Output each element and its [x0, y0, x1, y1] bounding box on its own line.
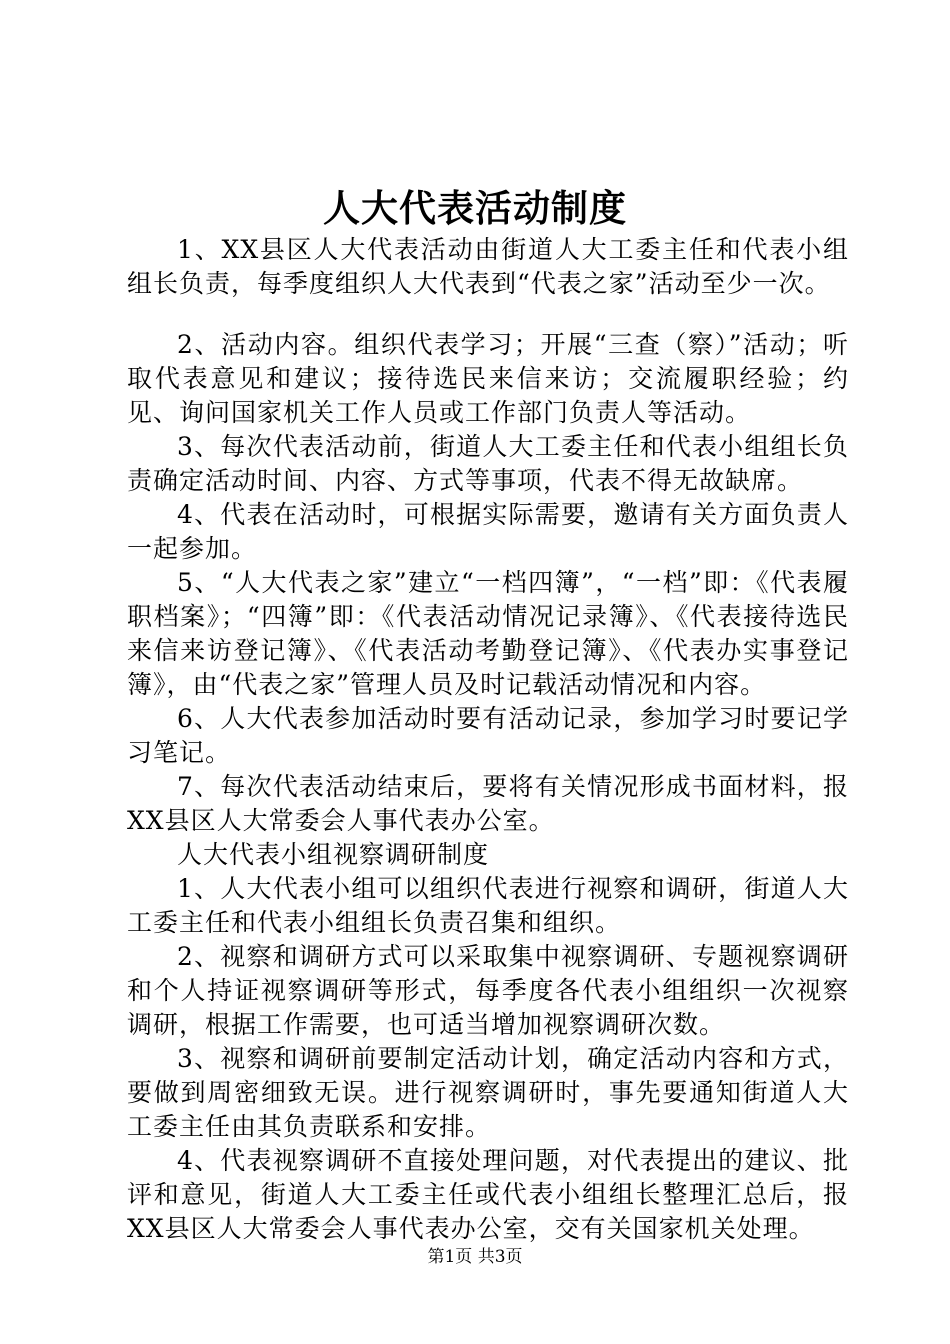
paragraph-9: 2、视察和调研方式可以采取集中视察调研、专题视察调研和个人持证视察调研等形式，每季度各代表小组组织一次视察调研，根据工作需要，也可适当增加视察调研次数。: [127, 942, 849, 1039]
paragraph-1: 1、XX县区人大代表活动由街道人大工委主任和代表小组组长负责，每季度组织人大代表到“代表之家”活动至少一次。: [127, 235, 849, 298]
section-heading: 人大代表小组视察调研制度: [177, 840, 490, 869]
paragraph-5: 5、“人大代表之家”建立“一档四簿”，“一档”即：《代表履职档案》；“四簿”即：《代表活动情况记录簿》、《代表接待选民来信来访登记簿》、《代表活动考勤登记簿》、《代表办实事登记簿》，由“代表之家”管理人员及时记载活动情况和内容。: [127, 568, 849, 699]
page-number-footer: 第1页 共3页: [427, 1247, 523, 1267]
paragraph-7: 7、每次代表活动结束后，要将有关情况形成书面材料，报XX县区人大常委会人事代表办公室。: [127, 772, 849, 835]
paragraph-3: 3、每次代表活动前，街道人大工委主任和代表小组组长负责确定活动时间、内容、方式等事项，代表不得无故缺席。: [127, 432, 849, 495]
paragraph-10: 3、视察和调研前要制定活动计划，确定活动内容和方式，要做到周密细致无误。进行视察调研时，事先要通知街道人大工委主任由其负责联系和安排。: [127, 1044, 849, 1141]
document-body: [127, 233, 849, 1246]
paragraph-4: 4、代表在活动时，可根据实际需要，邀请有关方面负责人一起参加。: [127, 500, 849, 563]
paragraph-11: 4、代表视察调研不直接处理问题，对代表提出的建议、批评和意见，街道人大工委主任或代表小组组长整理汇总后，报XX县区人大常委会人事代表办公室，交有关国家机关处理。: [127, 1146, 849, 1243]
paragraph-2: 2、活动内容。组织代表学习；开展“三查（察）”活动；听取代表意见和建议；接待选民来信来访；交流履职经验；约见、询问国家机关工作人员或工作部门负责人等活动。: [127, 330, 849, 427]
paragraph-8: 1、人大代表小组可以组织代表进行视察和调研，街道人大工委主任和代表小组组长负责召集和组织。: [127, 874, 849, 937]
paragraph-6: 6、人大代表参加活动时要有活动记录，参加学习时要记学习笔记。: [127, 704, 849, 767]
document-title: 人大代表活动制度: [323, 186, 627, 230]
